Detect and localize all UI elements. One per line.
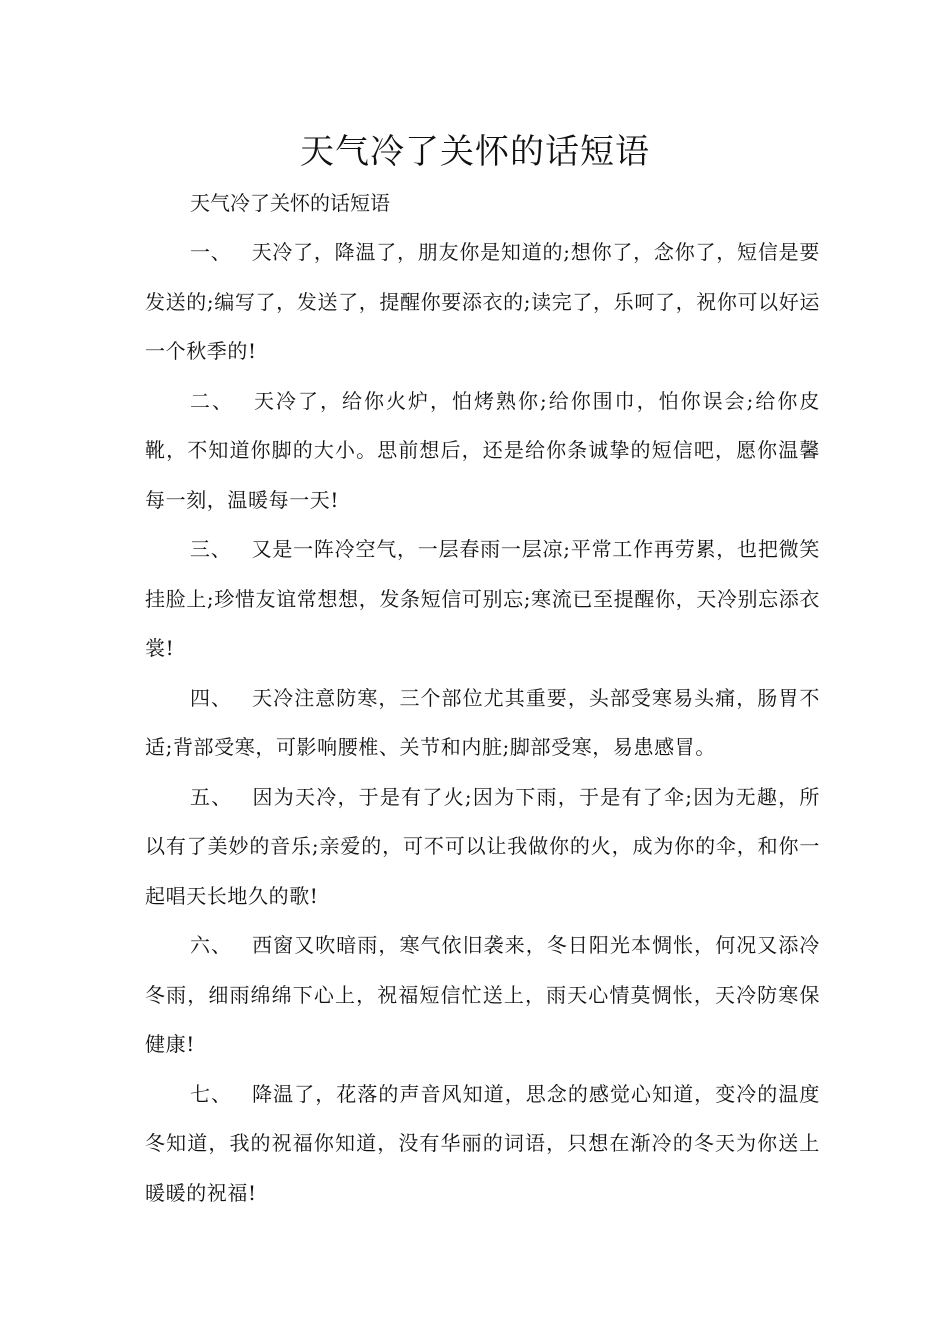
- paragraph-text: 西窗又吹暗雨，寒气依旧袭来，冬日阳光本惆怅，何况又添冷冬雨，细雨绵绵下心上，祝福短信忙送上，雨天心情莫惆怅，天冷防寒保健康!: [145, 933, 821, 1056]
- paragraph-number: 一、: [190, 240, 232, 264]
- paragraph-7: [145, 1070, 820, 1219]
- paragraph-1: [145, 228, 820, 377]
- paragraph-number: 五、: [190, 784, 233, 809]
- paragraph-text: 因为天冷，于是有了火;因为下雨，于是有了伞;因为无趣，所以有了美妙的音乐;亲爱的，可不可以让我做你的火，成为你的伞，和你一起唱天长地久的歌!: [145, 784, 820, 908]
- paragraph-number: 七、: [190, 1081, 233, 1106]
- paragraph-text: 天冷注意防寒，三个部位尤其重要，头部受寒易头痛，肠胃不适;背部受寒，可影响腰椎、关节和内脏;脚部受寒，易患感冒。: [145, 685, 821, 759]
- paragraph-text: 天冷了，给你火炉，怕烤熟你;给你围巾，怕你误会;给你皮靴，不知道你脚的大小。思前想后，还是给你条诚挚的短信吧，愿你温馨每一刻，温暖每一天!: [145, 388, 820, 512]
- paragraph-6: [145, 921, 820, 1070]
- paragraph-text: 降温了，花落的声音风知道，思念的感觉心知道，变冷的温度冬知道，我的祝福你知道，没有华丽的词语，只想在渐冷的冬天为你送上暖暖的祝福!: [145, 1081, 821, 1205]
- paragraph-text: 又是一阵冷空气，一层春雨一层凉;平常工作再劳累，也把微笑挂脸上;珍惜友谊常想想，发条短信可别忘;寒流已至提醒你，天冷别忘添衣裳!: [145, 537, 820, 660]
- paragraph-number: 六、: [190, 933, 233, 957]
- paragraph-5: [145, 773, 820, 922]
- document-body: [145, 178, 820, 1218]
- paragraph-3: [145, 525, 820, 674]
- paragraph-number: 二、: [190, 388, 234, 413]
- document-subtitle: 天气冷了关怀的话短语: [190, 191, 390, 215]
- paragraph-2: [145, 377, 820, 526]
- paragraph-number: 四、: [190, 685, 233, 710]
- document-title: 天气冷了关怀的话短语: [300, 132, 650, 172]
- paragraph-4: [145, 674, 820, 773]
- paragraph-text: 天冷了，降温了，朋友你是知道的;想你了，念你了，短信是要发送的;编写了，发送了，提醒你要添衣的;读完了，乐呵了，祝你可以好运一个秋季的!: [145, 240, 820, 363]
- paragraph-number: 三、: [190, 537, 232, 561]
